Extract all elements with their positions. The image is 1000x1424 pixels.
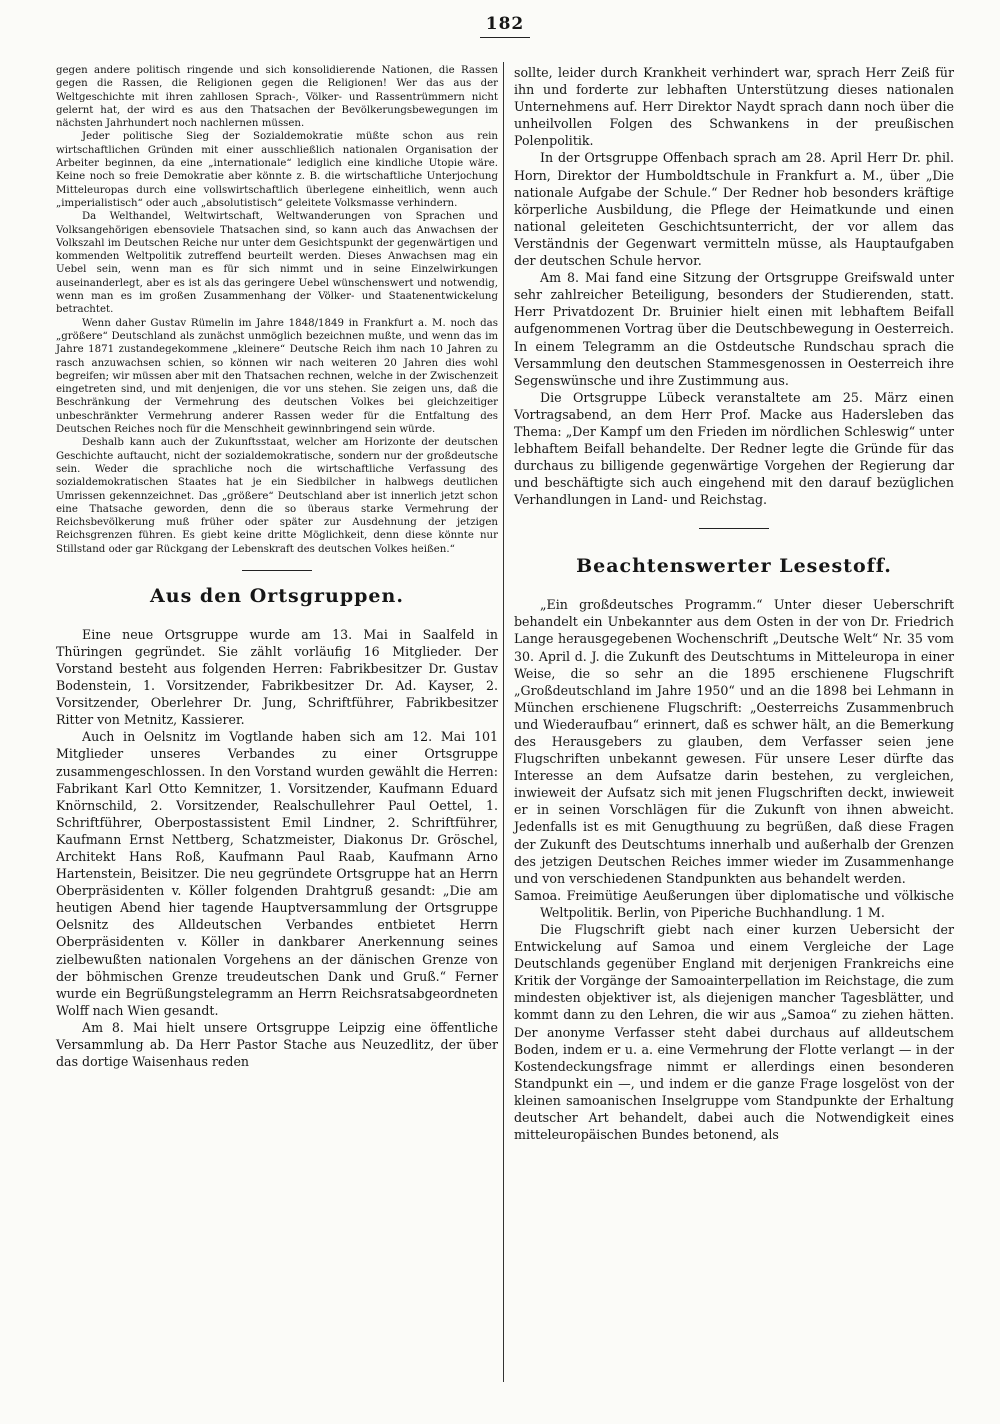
section-rule xyxy=(242,570,312,571)
ortsgruppen-section xyxy=(56,626,498,1070)
ortsgruppen-paragraph: Eine neue Ortsgruppe wurde am 13. Mai in Saalfeld in Thüringen gegründet. Sie zählt vorläufig 16 Mitglieder. Der Vorstand besteht aus folgenden Herren: Fabrikbesitzer Dr. Gustav Bodenstein, 1. Vorsitzender, Fabrikbesitzer Dr. Ad. Kayser, 2. Vorsitzender, Oberlehrer Dr. Jung, Schriftführer, Fabrikbesitzer Ritter von Metnitz, Kassierer. xyxy=(56,626,498,728)
book-entry: Samoa. Freimütige Aeußerungen über diplomatische und völkische Weltpolitik. Berlin, von Piperiche Buchhandlung. 1 M. xyxy=(514,887,954,920)
ortsgruppen-paragraph: Auch in Oelsnitz im Vogtlande haben sich am 12. Mai 101 Mitglieder unseres Verbandes zu einer Ortsgruppe zusammengeschlossen. In den Vorstand wurden gewählt die Herren: Fabrikant Karl Otto Kemnitzer, 1. Vorsitzender, Kaufmann Eduard Knörnschild, 2. Vorsitzender, Realschullehrer Paul Oettel, 1. Schriftführer, Oberpostassistent Emil Lindner, 2. Schriftführer, Kaufmann Ernst Nettberg, Schatzmeister, Diakonus Dr. Gröschel, Architekt Hans Roß, Kaufmann Paul Raab, Kaufmann Arno Hartenstein, Beisitzer. Die neu gegründete Ortsgruppe hat an Herrn Oberpräsidenten v. Köller folgenden Drahtgruß gesandt: „Die am heutigen Abend hier tagende Hauptversammlung der Ortsgruppe Oelsnitz des Alldeutschen Verbandes entbietet Herrn Oberpräsidenten v. Köller in dankbarer Anerkennung seines zielbewußten nationalen Vorgehens an der dänischen Grenze von der böhmischen Grenze treudeutschen Dank und Gruß.“ Ferner wurde ein Begrüßungstelegramm an Herrn Reichsratsabgeordneten Wolff nach Wien gesandt. xyxy=(56,729,498,1018)
essay-paragraph: Deshalb kann auch der Zukunftsstaat, welcher am Horizonte der deutschen Geschichte auftaucht, nicht der sozialdemokratische, sondern nur der großdeutsche sein. Weder die sprachliche noch die wirtschaftliche Verfassung des sozialdemokratischen Staates hat je ein Siedbilcher in halbwegs deutlichen Umrissen gekennzeichnet. Das „größere“ Deutschland aber ist innerlich jetzt schon eine Thatsache geworden, denn die so überaus starke Vermehrung der Reichsbevölkerung muß früher oder später zur Ausdehnung der jetzigen Reichsgrenzen führen. Es giebt keine dritte Möglichkeit, denn diese könnte nur Stillstand oder gar Rückgang der Lebenskraft des deutschen Volkes heißen.“ xyxy=(56,437,498,555)
essay-paragraph: Da Welthandel, Weltwirtschaft, Weltwanderungen von Sprachen und Volksangehörigen ebensoviele Thatsachen sind, so kann auch das Anwachsen der Volkszahl im Deutschen Reiche nur unter dem Gesichtspunkt der gegenwärtigen und kommenden Weltpolitik zutreffend beurteilt werden. Dieses Anwachsen mag ein Uebel sein, wenn man es für sich nimmt und in seine Einzelwirkungen auseinanderlegt, aber es ist als das geringere Uebel wünschenswert und notwendig, wenn man es im großen Zusammenhang der Völker- und Staatenentwickelung betrachtet. xyxy=(56,211,498,316)
section-heading-lesestoff: Beachtenswerter Lesestoff. xyxy=(576,555,892,578)
page-number: 182 xyxy=(485,14,525,34)
essay-paragraph: Wenn daher Gustav Rümelin im Jahre 1848/1849 in Frankfurt a. M. noch das „größere“ Deutschland als zunächst unmöglich bezeichnen mußte, und wenn das im Jahre 1871 zustandegekommene „kleinere“ Deutsche Reich ihm nach 10 Jahren zu rasch anzuwachsen schien, so können wir nach weiteren 20 Jahren dies wohl begreifen; wir müssen aber mit den Thatsachen rechnen, welche in der Zwischenzeit eingetreten sind, und mit denjenigen, die vor uns stehen. Sie zeigen uns, daß die Beschränkung der Vermehrung des deutschen Volkes bei gleichzeitiger unbeschränkter Vermehrung anderer Rassen weder für die Entfaltung des Deutschen Reiches noch für die Menschheit gewinnbringend sein würde. xyxy=(56,317,498,436)
lesestoff-section xyxy=(514,596,954,1143)
essay-continuation xyxy=(56,64,498,556)
ortsgruppen-paragraph: sollte, leider durch Krankheit verhindert war, sprach Herr Zeiß für ihn und forderte zur lebhaften Unterstützung dieses nationalen Unternehmens auf. Herr Direktor Naydt sprach dann noch über die unheilvollen Folgen des Schwankens in der preußischen Polenpolitik. xyxy=(514,65,954,149)
section-rule xyxy=(699,528,769,529)
ortsgruppen-paragraph: Am 8. Mai hielt unsere Ortsgruppe Leipzig eine öffentliche Versammlung ab. Da Herr Pastor Stache aus Neuzedlitz, der über das dortige Waisenhaus reden xyxy=(56,1019,498,1070)
ortsgruppen-paragraph: Die Ortsgruppe Lübeck veranstaltete am 25. März einen Vortragsabend, an dem Herr Prof. Macke aus Hadersleben das Thema: „Der Kampf um den Frieden im nördlichen Schleswig“ unter lebhaftem Beifall behandelte. Der Redner legte die Gründe für das durchaus zu billigende gegenwärtige Vorgehen der Regierung dar und beschäftigte sich auch eingehend mit den darauf bezüglichen Verhandlungen in Land- und Reichstag. xyxy=(514,389,954,508)
section-heading-ortsgruppen: Aus den Ortsgruppen. xyxy=(150,584,404,607)
essay-paragraph: gegen andere politisch ringende und sich konsolidierende Nationen, die Rassen gegen die Rassen, die Religionen gegen die Religionen! Wer das aus der Weltgeschichte mit ihren zahllosen Sprach-, Völker- und Rassentrümmern nicht gelernt hat, der wird es aus den Thatsachen der Bevölkerungsbewegungen im nächsten Jahrhundert noch nachlernen müssen. xyxy=(56,65,498,130)
left-column xyxy=(56,64,498,1070)
page-number-rule xyxy=(480,37,530,38)
ortsgruppen-continuation xyxy=(514,64,954,508)
ortsgruppen-paragraph: Am 8. Mai fand eine Sitzung der Ortsgruppe Greifswald unter sehr zahlreicher Beteiligung, besonders der Studierenden, statt. Herr Privatdozent Dr. Bruinier hielt einen mit lebhaftem Beifall aufgenommenen Vortrag über die Deutschbewegung in Oesterreich. In einem Telegramm an die Ostdeutsche Rundschau sprach die Versammlung den deutschen Stammesgenossen in Oesterreich ihre Segenswünsche und ihre Zustimmung aus. xyxy=(514,270,954,388)
ortsgruppen-paragraph: In der Ortsgruppe Offenbach sprach am 28. April Herr Dr. phil. Horn, Direktor der Humboldtschule in Frankfurt a. M., über „Die nationale Aufgabe der Schule.“ Der Redner hob besonders kräftige körperliche Ausbildung, die Pflege der Heimatkunde und einen national geleiteten Geschichtsunterricht, der vor allem das Verständnis der Gegenwart vermitteln müsse, als Hauptaufgaben der deutschen Schule hervor. xyxy=(514,150,954,269)
right-column xyxy=(514,64,954,1143)
lesestoff-paragraph: „Ein großdeutsches Programm.“ Unter dieser Ueberschrift behandelt ein Unbekannter aus dem Osten in der von Dr. Friedrich Lange herausgegebenen Wochenschrift „Deutsche Welt“ Nr. 35 vom 30. April d. J. die Zukunft des Deutschtums in Mitteleuropa in einer Weise, die so sehr an die 1895 erschienene Flugschrift „Großdeutschland im Jahre 1950“ und an die 1898 bei Lehmann in München erschienene Flugschrift: „Oesterreichs Zusammenbruch und Wiederaufbau“ erinnert, daß es schwer hält, an die Bemerkung des Herausgebers zu glauben, dem Verfasser seien jene Flugschriften unbekannt gewesen. Für unsere Leser dürfte das Interesse an dem Aufsatze darin bestehen, zu vergleichen, inwieweit der Aufsatz sich mit jenen Flugschriften deckt, inwieweit er in seinen Vorschlägen für die Zukunft von ihnen abweicht. Jedenfalls ist es mit Genugthuung zu begrüßen, daß diese Fragen der Zukunft des Deutschtums innerhalb und außerhalb der Grenzen des jetzigen Deutschen Reiches immer wieder im Zusammenhange und von verschiedenen Standpunkten aus behandelt werden. xyxy=(514,597,954,886)
essay-paragraph: Jeder politische Sieg der Sozialdemokratie müßte schon aus rein wirtschaftlichen Gründen mit einer ausschließlich nationalen Organisation der Arbeiter beginnen, da eine „internationale“ lediglich eine kindliche Utopie wäre. Keine noch so freie Demokratie aber könnte z. B. die wirtschaftliche Unterjochung Mitteleuropas durch eine vollswirtschaftlich überlegene einheitlich, wenn auch „imperialistisch“ oder auch „absolutistisch“ geleitete Volksmasse verhindern. xyxy=(56,131,498,209)
column-divider xyxy=(503,62,504,1382)
lesestoff-paragraph: Die Flugschrift giebt nach einer kurzen Uebersicht der Entwickelung auf Samoa und einem Vergleiche der Lage Deutschlands gegenüber England mit derjenigen Frankreichs eine Kritik der Vorgänge der Samoainterpellation im Reichstage, die zum mindesten objektiver ist, als diejenigen mancher Tagesblätter, und kommt dann zu den Lehren, die wir aus „Samoa“ zu ziehen hätten. Der anonyme Verfasser steht dabei durchaus auf alldeutschem Boden, indem er u. a. eine Vermehrung der Flotte verlangt — in der Kostendeckungsfrage nimmt er allerdings einen besonderen Standpunkt ein —, und indem er die ganze Frage losgelöst von der kleinen samoanischen Inselgruppe vom Standpunkte der Erhaltung deutscher Art behandelt, dabei auch die Notwendigkeit eines mitteleuropäischen Bundes betonend, als xyxy=(514,922,954,1143)
